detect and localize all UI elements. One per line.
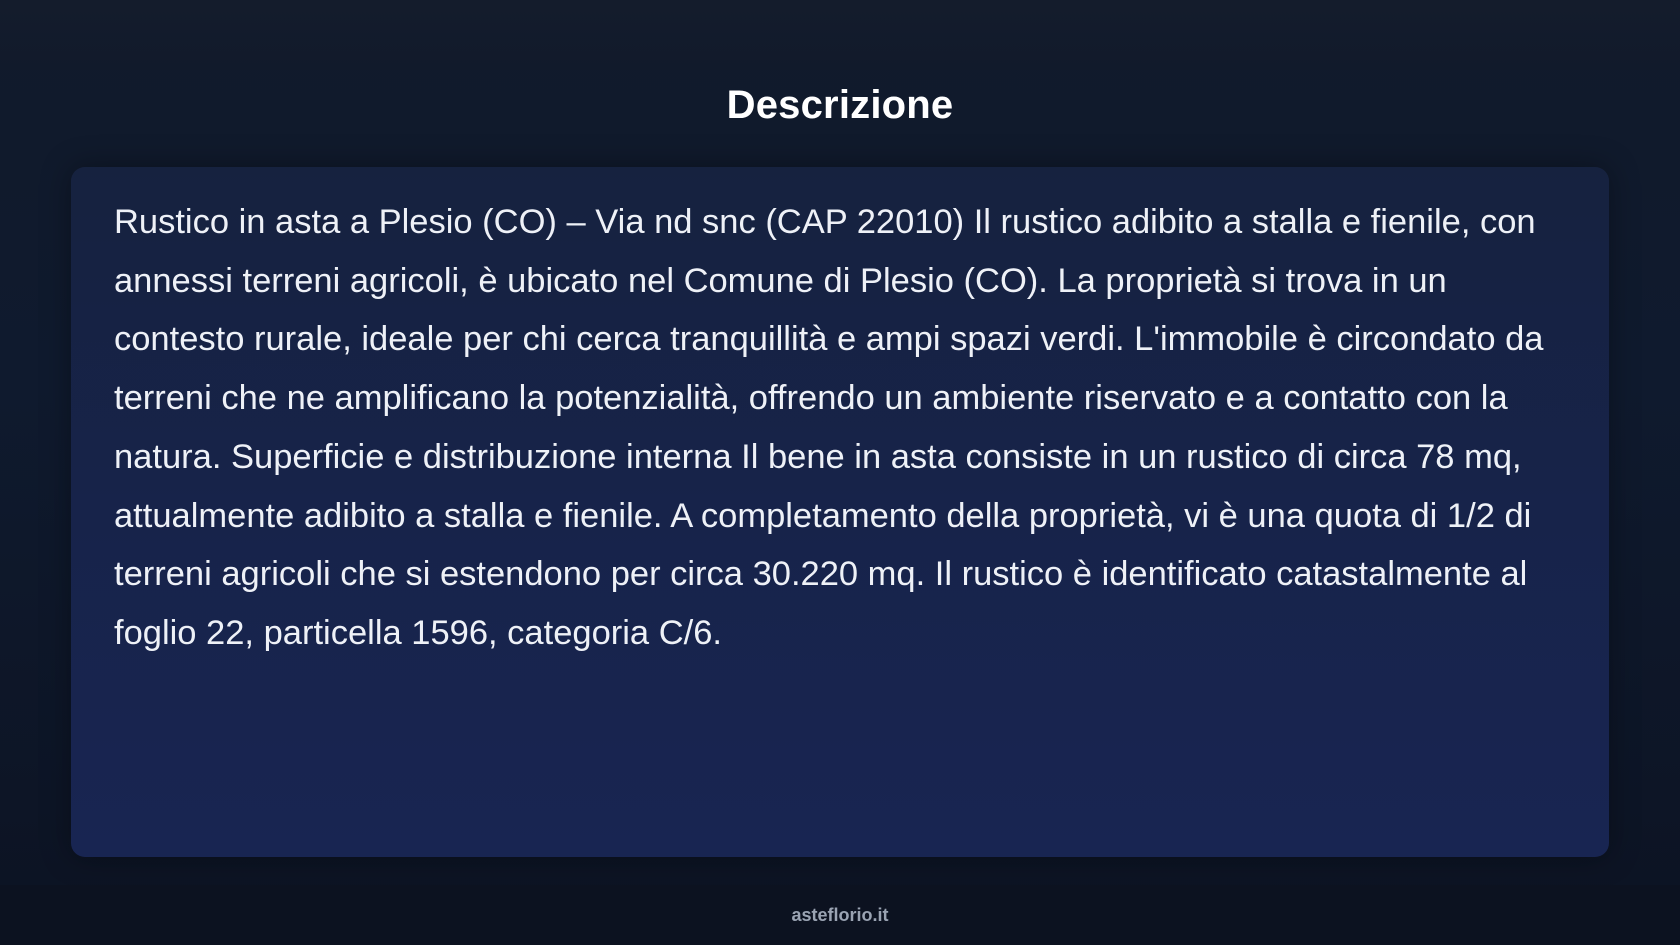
top-band bbox=[0, 0, 1680, 70]
description-text: Rustico in asta a Plesio (CO) – Via nd snc (CAP 22010) Il rustico adibito a stalla e fienile, con annessi terreni agricoli, è ubicato nel Comune di Plesio (CO). La proprietà si trova in un contesto rurale, ideale per chi cerca tranquillità e ampi spazi verdi. L'immobile è circondato da terreni che ne amplificano la potenzialità, offrendo un ambiente riservato e a contatto con la natura. Superficie e distribuzione interna Il bene in asta consiste in un rustico di circa 78 mq, attualmente adibito a stalla e fienile. A completamento della proprietà, vi è una quota di 1/2 di terreni agricoli che si estendono per circa 30.220 mq. Il rustico è identificato catastalmente al foglio 22, particella 1596, categoria C/6. bbox=[114, 203, 1544, 652]
footer-site-label: asteflorio.it bbox=[791, 905, 889, 925]
description-panel bbox=[71, 167, 1609, 857]
section-title: Descrizione bbox=[726, 83, 954, 127]
